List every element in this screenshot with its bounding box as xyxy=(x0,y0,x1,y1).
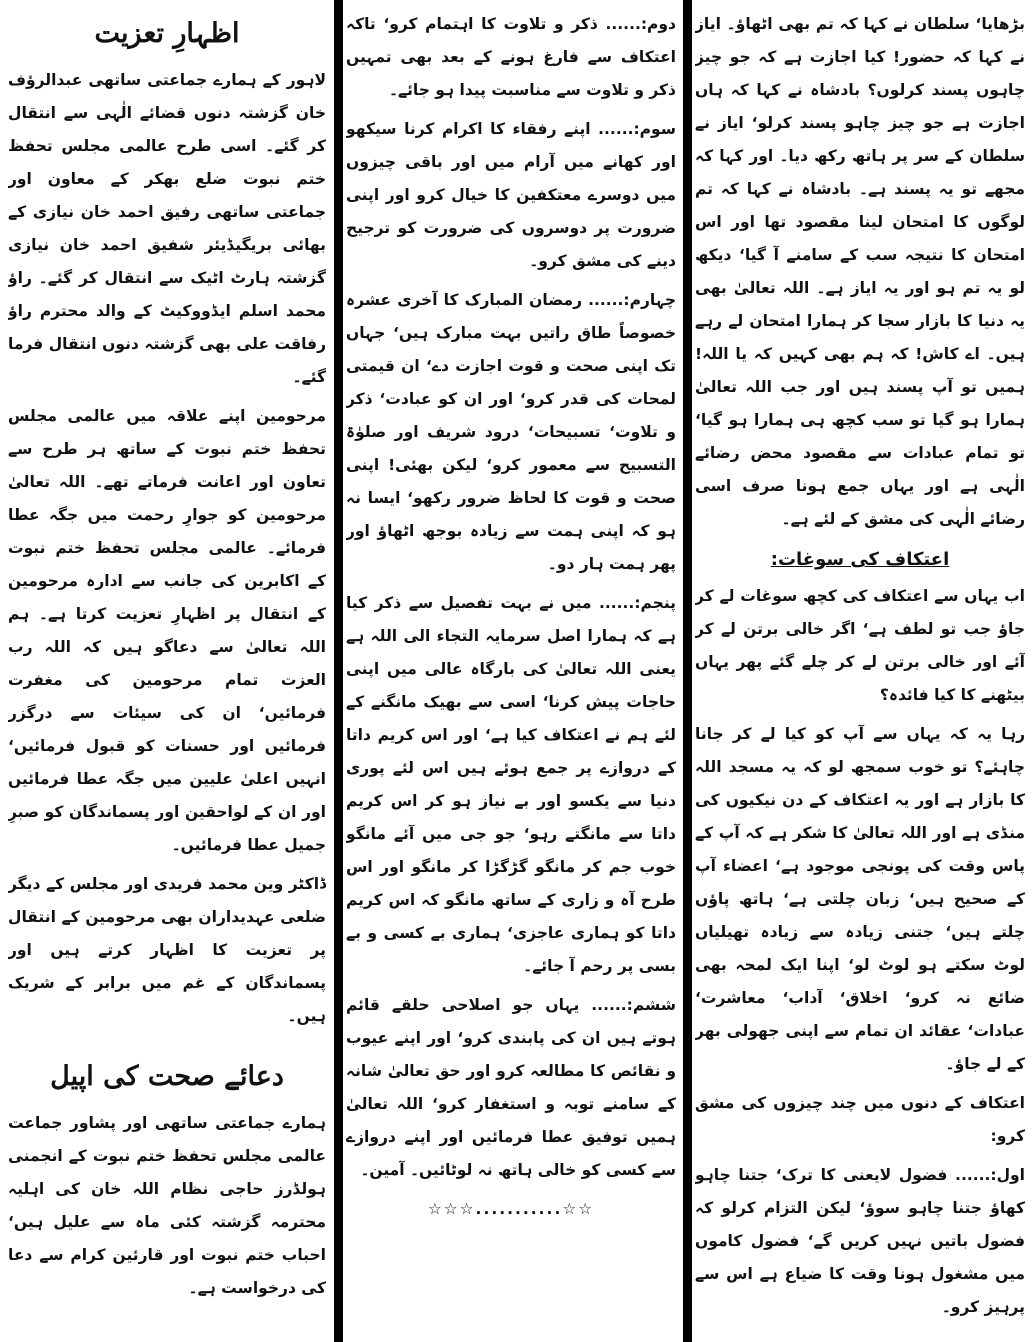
middle-paragraph-5: ششم:...... یہاں جو اصلاحی حلقے قائم ہوتے ہیں ان کی پابندی کرو‘ اور اپنے عیوب و نقائص کا مطالعہ کرو اور حق تعالیٰ شانہ کے سامنے توبہ و استغفار کرو‘ اللہ تعالیٰ ہمیں توفیق عطا فرمائیں اور اپنے دروازے سے کسی کو خالی ہاتھ نہ لوٹائیں۔ آمین۔ xyxy=(346,996,676,1179)
right-paragraph-3: رہا یہ کہ یہاں سے آپ کو کیا لے کر جانا چاہئے؟ تو خوب سمجھ لو کہ یہ مسجد اللہ کا بازار ہے اور یہ اعتکاف کے دن نیکیوں کی منڈی ہے اور اللہ تعالیٰ کا شکر ہے کہ آپ کے پاس وقت کی پونجی موجود ہے‘ اعضاء آپ کے صحیح ہیں‘ زبان چلتی ہے‘ ہاتھ پاؤں چلتے ہیں‘ جتنی زیادہ سے زیادہ تھیلیاں لوٹ سکتے ہو لوٹ لو‘ اپنا ایک لمحہ بھی ضائع نہ کرو‘ اخلاق‘ آداب‘ معاشرت‘ عبادات‘ عقائد ان تمام سے اپنی جھولی بھر کے لے جاؤ۔ xyxy=(695,725,1025,1073)
section-end-stars: ☆☆...........☆☆☆ xyxy=(427,1200,595,1218)
left-paragraph-1: لاہور کے ہمارے جماعتی ساتھی عبدالرؤف خان گزشتہ دنوں قضائے الٰہی سے انتقال کر گئے۔ اسی طرح عالمی مجلس تحفظ ختم نبوت ضلع بھکر کے معاون اور جماعتی ساتھی رفیق احمد خان نیازی کے بھائی بریگیڈیئر شفیق احمد خان نیازی گزشتہ ہارٹ اٹیک سے انتقال کر گئے۔ راؤ محمد اسلم ایڈووکیٹ کے والد محترم راؤ رفاقت علی بھی گزشتہ دنوں انتقال فرما گئے۔ xyxy=(8,71,326,386)
right-paragraph-2: اب یہاں سے اعتکاف کی کچھ سوغات لے کر جاؤ جب تو لطف ہے‘ اگر خالی برتن لے کر آئے اور خالی برتن لے کر چلے گئے پھر یہاں بیٹھنے کا کیا فائدہ؟ xyxy=(695,587,1025,704)
middle-paragraph-3: چہارم:...... رمضان المبارک کا آخری عشرہ خصوصاً طاق راتیں بہت مبارک ہیں‘ جہاں تک اپنی صحت و قوت اجازت دے‘ ان قیمتی لمحات کی قدر کرو‘ اور ان کو عبادت‘ ذکر و تلاوت‘ تسبیحات‘ درود شریف اور صلوٰۃ التسبیح سے معمور کرو‘ لیکن بھئی! اپنی صحت و قوت کا لحاظ ضرور رکھو‘ ایسا نہ ہو کہ اپنی ہمت سے زیادہ بوجھ اٹھاؤ اور پھر ہمت ہار دو۔ xyxy=(346,291,676,573)
middle-paragraph-2: سوم:...... اپنے رفقاء کا اکرام کرنا سیکھو اور کھانے میں آرام میں اور باقی چیزوں میں دوسرے معتکفین کا خیال کرو اور اپنی ضرورت پر دوسروں کی ضرورت کو ترجیح دینے کی مشق کرو۔ xyxy=(346,120,676,270)
right-column xyxy=(695,8,1025,1334)
column-divider-left xyxy=(334,0,343,1342)
middle-column xyxy=(346,8,676,1334)
right-paragraph-4: اعتکاف کے دنوں میں چند چیزوں کی مشق کرو: xyxy=(695,1094,1025,1145)
column-divider-right xyxy=(683,0,692,1342)
left-paragraph-2: مرحومین اپنے علاقہ میں عالمی مجلس تحفظ ختم نبوت کے ساتھ ہر طرح سے تعاون اور اعانت فرماتے تھے۔ اللہ تعالیٰ مرحومین کو جوارِ رحمت میں جگہ عطا فرمائے۔ عالمی مجلس تحفظ ختم نبوت کے اکابرین کی جانب سے ادارہ مرحومین کے انتقال پر اظہارِ تعزیت کرتا ہے۔ ہم اللہ تعالیٰ سے دعاگو ہیں کہ اللہ رب العزت تمام مرحومین کی مغفرت فرمائیں‘ ان کی سیئات سے درگزر فرمائیں اور حسنات کو قبول فرمائیں‘ انہیں اعلیٰ علیین میں جگہ عطا فرمائیں اور ان کے لواحقین اور پسماندگان کو صبرِ جمیل عطا فرمائیں۔ xyxy=(8,407,326,854)
left-paragraph-3: ڈاکٹر وین محمد فریدی اور مجلس کے دیگر ضلعی عہدیداران بھی مرحومین کے انتقال پر تعزیت کا اظہار کرتے ہیں اور پسماندگان کے غم میں برابر کے شریک ہیں۔ xyxy=(8,875,326,1025)
condolence-heading: اظہارِ تعزیت xyxy=(94,18,240,49)
middle-paragraph-1: دوم:...... ذکر و تلاوت کا اہتمام کرو‘ تاکہ اعتکاف سے فارغ ہونے کے بعد بھی تمہیں ذکر و تلاوت سے مناسبت پیدا ہو جائے۔ xyxy=(346,15,676,99)
right-paragraph-1: بڑھایا‘ سلطان نے کہا کہ تم بھی اٹھاؤ۔ ایاز نے کہا کہ حضور! کیا اجازت ہے کہ جو چیز چاہوں پسند کرلوں؟ بادشاہ نے کہا کہ ہاں اجازت ہے جو چیز چاہو پسند کرلو‘ ایاز نے سلطان کے سر پر ہاتھ رکھ دیا۔ اور کہا کہ مجھے تو یہ پسند ہے۔ بادشاہ نے کہا کہ تم لوگوں کا امتحان لینا مقصود تھا اور اس امتحان کا نتیجہ سب کے سامنے آ گیا‘ دیکھ لو یہ تم ہو اور یہ ایاز ہے۔ اللہ تعالیٰ بھی یہ دنیا کا بازار سجا کر ہمارا امتحان لے رہے ہیں۔ اے کاش! کہ ہم بھی کہیں کہ یا اللہ! ہمیں تو آپ پسند ہیں اور جب اللہ تعالیٰ ہمارا ہو گیا تو سب کچھ ہی ہمارا ہو گیا‘ تو تمام عبادات سے مقصود محض رضائے الٰہی ہے اور یہاں جمع ہونا صرف اسی رضائے الٰہی کی مشق کے لئے ہے۔ xyxy=(695,15,1025,528)
right-paragraph-5: اول:...... فضول لایعنی کا ترک‘ جتنا چاہو کھاؤ جتنا چاہو سوؤ‘ لیکن التزام کرلو کہ فضول باتیں نہیں کریں گے‘ فضول کاموں میں مشغول ہونا وقت کا ضیاع ہے اس سے پرہیز کرو۔ xyxy=(695,1166,1025,1316)
left-column xyxy=(8,8,326,1334)
itikaf-souvenir-subheading: اعتکاف کی سوغات: xyxy=(770,549,950,570)
middle-paragraph-4: پنجم:...... میں نے بہت تفصیل سے ذکر کیا ہے کہ ہمارا اصل سرمایہ التجاء الی اللہ ہے یعنی اللہ تعالیٰ کی بارگاہ عالی میں اپنی حاجات پیش کرنا‘ اسی سے بھیک مانگنے کے لئے ہم نے اعتکاف کیا ہے‘ اور اس کریم داتا کے دروازے پر جمع ہوئے ہیں اس لئے پوری دنیا سے یکسو اور بے نیاز ہو کر اس کریم داتا سے مانگتے رہو‘ جو جی میں آئے مانگو خوب جم کر مانگو گڑگڑا کر مانگو اور اس طرح آہ و زاری کے ساتھ مانگو کہ اس کریم داتا کو ہماری عاجزی‘ ہماری بے کسی و بے بسی پر رحم آ جائے۔ xyxy=(346,594,676,975)
health-prayer-appeal-heading: دعائے صحت کی اپیل xyxy=(50,1061,284,1092)
left-paragraph-4: ہمارے جماعتی ساتھی اور پشاور جماعت عالمی مجلس تحفظ ختم نبوت کے انجمنی ہولڈرز حاجی نظام اللہ خان کی اہلیہ محترمہ گزشتہ کئی ماہ سے علیل ہیں‘ احباب ختم نبوت اور قارئین کرام سے دعا کی درخواست ہے۔ xyxy=(8,1114,326,1297)
